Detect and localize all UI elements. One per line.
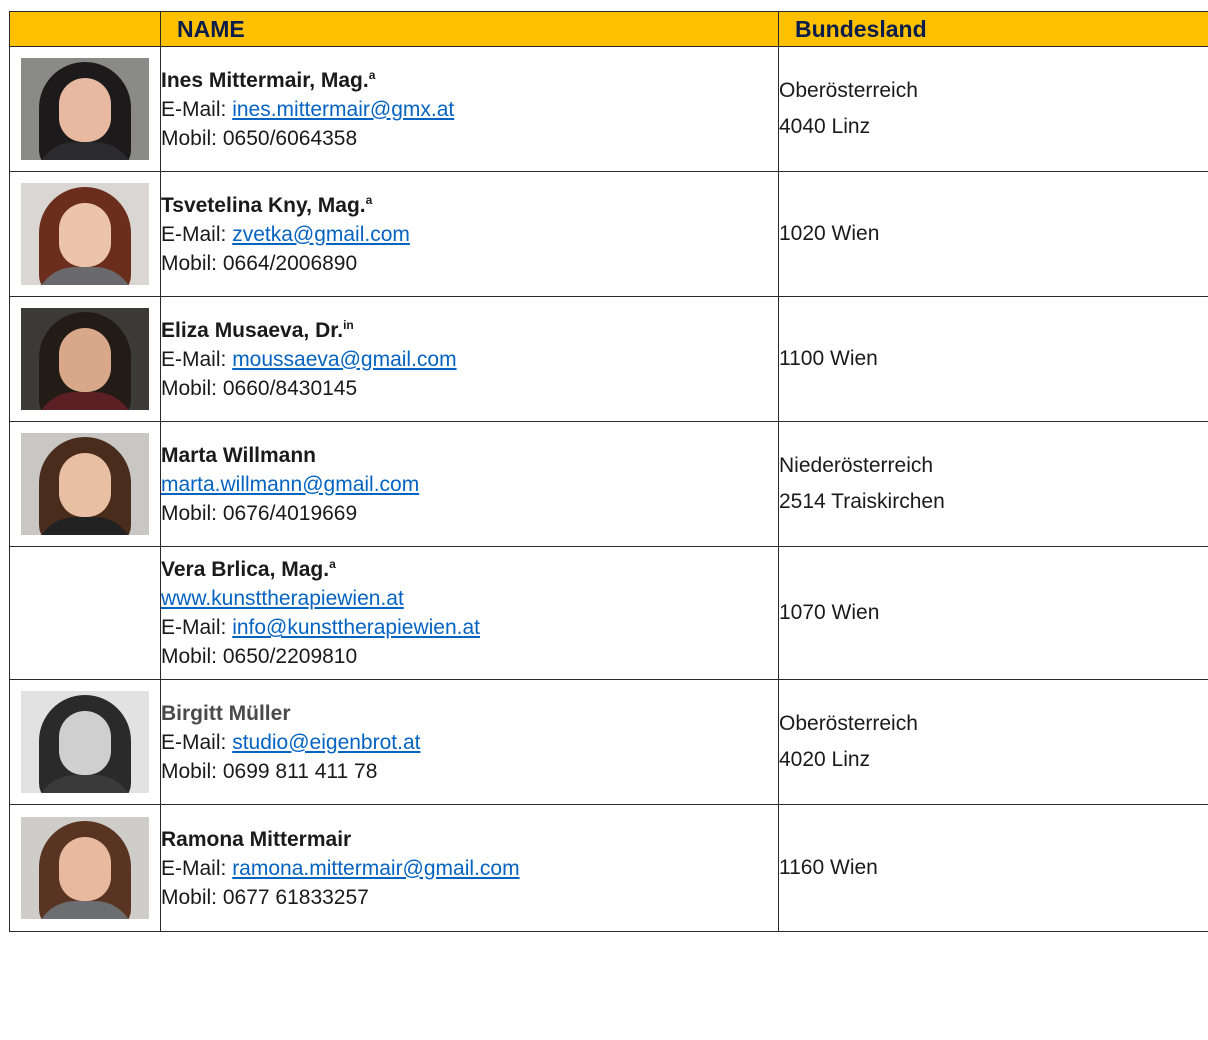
email-label: E-Mail:	[161, 856, 233, 880]
contact-directory-table	[9, 11, 1208, 932]
postal-city: 1160 Wien	[779, 856, 878, 879]
mobile-number: Mobil: 0676/4019669	[161, 501, 358, 525]
bundesland-name: Niederösterreich	[779, 454, 934, 477]
title-superscript: a	[365, 192, 373, 207]
header-bundesland: Bundesland	[779, 12, 1208, 47]
email-link[interactable]: zvetka@gmail.com	[232, 222, 410, 246]
header-photo-cell	[10, 12, 161, 47]
email-label: E-Mail:	[161, 222, 233, 246]
contact-name: Marta Willmann	[161, 443, 316, 467]
email-link[interactable]: moussaeva@gmail.com	[232, 347, 457, 371]
contact-cell	[161, 172, 779, 297]
photo-cell-empty	[10, 547, 161, 680]
table-row	[10, 680, 1208, 805]
postal-city: 4040 Linz	[779, 115, 871, 138]
postal-city: 2514 Traiskirchen	[779, 490, 945, 513]
contact-cell	[161, 422, 779, 547]
bundesland-cell	[779, 297, 1208, 422]
table-header-row	[10, 12, 1208, 47]
table-row	[10, 805, 1208, 932]
email-link[interactable]: studio@eigenbrot.at	[232, 730, 421, 754]
photo-cell	[10, 422, 161, 547]
mobile-number: Mobil: 0650/6064358	[161, 126, 358, 150]
photo-cell	[10, 297, 161, 422]
contact-cell	[161, 680, 779, 805]
postal-city: 1020 Wien	[779, 222, 880, 245]
postal-city: 1070 Wien	[779, 601, 880, 624]
mobile-number: Mobil: 0650/2209810	[161, 645, 358, 668]
email-label: E-Mail:	[161, 616, 233, 639]
bundesland-name: Oberösterreich	[779, 712, 918, 735]
contact-name: Birgitt Müller	[161, 701, 291, 725]
portrait-photo	[21, 308, 149, 410]
email-label: E-Mail:	[161, 97, 233, 121]
mobile-number: Mobil: 0699 811 411 78	[161, 759, 378, 783]
photo-cell	[10, 680, 161, 805]
website-link[interactable]: www.kunsttherapiewien.at	[161, 587, 404, 610]
bundesland-cell	[779, 422, 1208, 547]
photo-cell	[10, 805, 161, 932]
bundesland-cell	[779, 172, 1208, 297]
contact-name: Tsvetelina Kny, Mag.	[161, 193, 366, 217]
contact-cell	[161, 805, 779, 932]
mobile-number: Mobil: 0664/2006890	[161, 251, 358, 275]
email-label: E-Mail:	[161, 730, 233, 754]
bundesland-cell	[779, 47, 1208, 172]
table-row	[10, 422, 1208, 547]
contact-cell	[161, 297, 779, 422]
header-name: NAME	[161, 12, 779, 47]
table-row	[10, 547, 1208, 680]
portrait-photo	[21, 58, 149, 160]
title-superscript: in	[343, 317, 354, 332]
contact-cell	[161, 547, 779, 680]
postal-city: 4020 Linz	[779, 748, 871, 771]
email-link[interactable]: ramona.mittermair@gmail.com	[232, 856, 520, 880]
portrait-photo	[21, 817, 149, 919]
portrait-photo	[21, 691, 149, 793]
email-label: E-Mail:	[161, 347, 233, 371]
mobile-number: Mobil: 0677 61833257	[161, 885, 369, 909]
bundesland-cell	[779, 547, 1208, 680]
title-superscript: a	[329, 557, 336, 571]
bundesland-name: Oberösterreich	[779, 79, 918, 102]
bundesland-cell	[779, 680, 1208, 805]
postal-city: 1100 Wien	[779, 347, 878, 370]
bundesland-cell	[779, 805, 1208, 932]
portrait-photo	[21, 433, 149, 535]
mobile-number: Mobil: 0660/8430145	[161, 376, 358, 400]
email-link[interactable]: marta.willmann@gmail.com	[161, 472, 420, 496]
table-row	[10, 297, 1208, 422]
email-link[interactable]: ines.mittermair@gmx.at	[232, 97, 455, 121]
contact-name: Vera Brlica, Mag.	[161, 558, 330, 581]
contact-name: Ramona Mittermair	[161, 827, 352, 851]
contact-cell	[161, 47, 779, 172]
photo-cell	[10, 172, 161, 297]
portrait-photo	[21, 183, 149, 285]
email-link[interactable]: info@kunsttherapiewien.at	[232, 616, 480, 639]
table-row	[10, 172, 1208, 297]
contact-name: Eliza Musaeva, Dr.	[161, 318, 344, 342]
table-row	[10, 47, 1208, 172]
title-superscript: a	[368, 67, 376, 82]
contact-name: Ines Mittermair, Mag.	[161, 68, 369, 92]
photo-cell	[10, 47, 161, 172]
